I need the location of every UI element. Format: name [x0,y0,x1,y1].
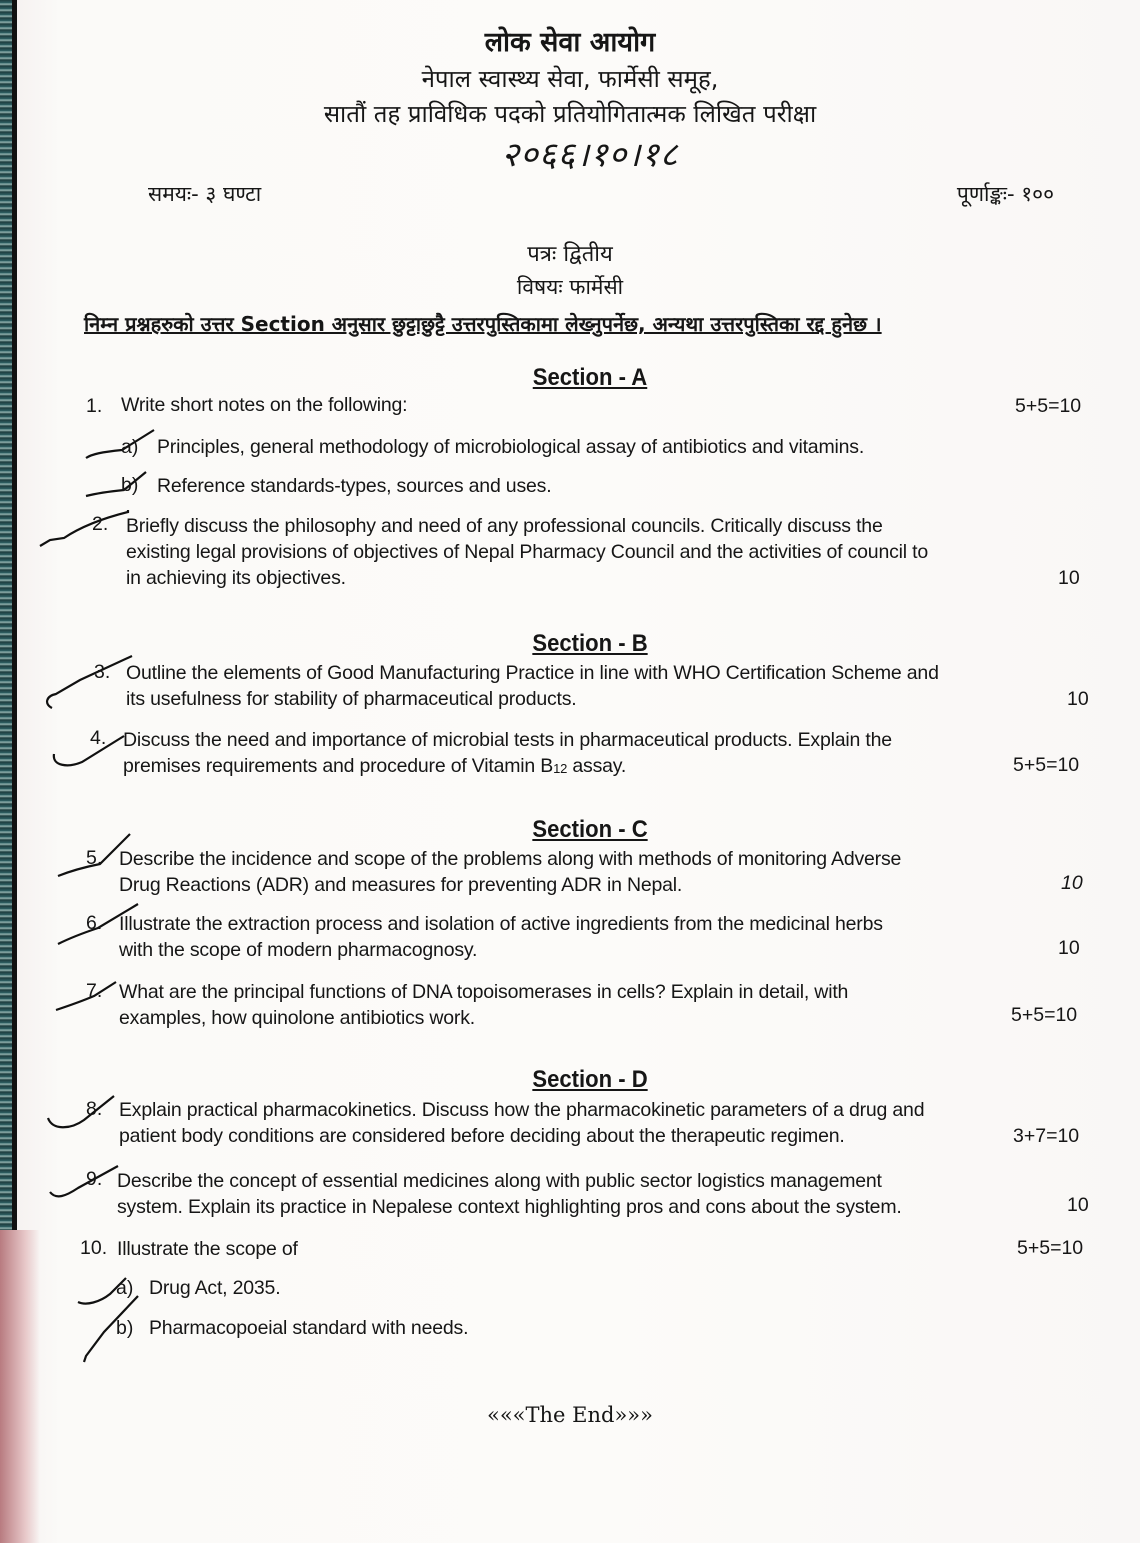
question-number: 2. [92,513,109,535]
subpart-a [157,434,864,460]
subpart-text: Principles, general methodology of microbiological assay of antibiotics and vitamins. [157,436,865,458]
time-allowed: समयः- ३ घण्टा [148,182,262,206]
question-text-line: examples, how quinolone antibiotics work. [119,1007,475,1029]
question-text-line: What are the principal functions of DNA topoisomerases in cells? Explain in detail, with [119,981,849,1003]
question-10 [117,1236,298,1262]
question-text-line: Describe the concept of essential medicines along with public sector logistics management [117,1170,882,1192]
question-text-line: Describe the incidence and scope of the problems along with methods of monitoring Adverse [119,848,902,870]
question-text-line: Outline the elements of Good Manufacturing Practice in line with WHO Certification Scheme and [126,662,939,684]
question-text-suffix: assay. [567,755,627,777]
section-a-title: Section - A [532,364,648,391]
subpart-text: Drug Act, 2035. [149,1277,281,1299]
question-number: 8. [86,1098,103,1120]
question-number: 10. [80,1237,108,1259]
question-marks: 3+7=10 [1013,1125,1080,1147]
question-marks: 10 [1058,937,1080,959]
subpart-label: a) [121,436,139,458]
question-text: Write short notes on the following: [121,394,408,416]
question-marks: 5+5=10 [1015,395,1082,417]
question-marks: 10 [1067,1194,1089,1216]
end-marker: «««The End»»» [486,1403,654,1427]
subpart-b [157,473,551,499]
page-edge-tint [0,1230,40,1543]
organization-title: लोक सेवा आयोग [484,27,656,58]
question-2 [126,513,928,591]
exam-title: सातौं तह प्राविधिक पदको प्रतियोगितात्मक लिखित परीक्षा [323,100,817,128]
question-marks: 10 [1067,688,1089,710]
subpart-label: a) [116,1277,134,1299]
question-9 [117,1168,902,1220]
subpart-b [149,1315,468,1341]
question-text-line: with the scope of modern pharmacognosy. [119,939,478,961]
question-marks: 10 [1058,567,1080,589]
question-text-line [123,753,892,782]
section-c-title: Section - C [532,816,648,843]
question-8 [119,1097,924,1149]
question-marks: 10 [1061,872,1083,894]
question-4 [123,727,892,782]
question-number: 9. [86,1168,103,1190]
full-marks: पूर्णाङ्कः- १०० [956,182,1054,206]
section-d-title: Section - D [532,1066,648,1093]
question-text-line: Illustrate the extraction process and isolation of active ingredients from the medicinal herbs [119,913,883,935]
question-text-line: existing legal provisions of objectives of Nepal Pharmacy Council and the activities of council to [126,541,928,563]
question-marks: 5+5=10 [1013,754,1080,776]
instruction-line: निम्न प्रश्नहरुको उत्तर Section अनुसार छुट्टाछुट्टै उत्तरपुस्तिकामा लेख्नुपर्नेछ, अन्यथा उत्तरपुस्तिका रद्द हुनेछ । [84,312,882,336]
question-3 [126,660,939,712]
subject: विषयः फार्मेसी [516,275,624,299]
question-number: 6. [86,912,103,934]
question-1 [121,392,407,418]
question-text-line: system. Explain its practice in Nepalese context highlighting pros and cons about the system. [117,1196,902,1218]
question-marks: 5+5=10 [1011,1004,1078,1026]
subpart-label: b) [116,1317,134,1339]
question-number: 3. [94,661,111,683]
subpart-label: b) [121,474,139,496]
handwritten-date: २०६६।१०।१८ [501,135,679,175]
subpart-a [149,1275,280,1301]
question-text-line: Briefly discuss the philosophy and need of any professional councils. Critically discuss the [126,515,883,537]
checkmark-icon [74,1292,154,1377]
question-number: 7. [86,980,103,1002]
vitamin-subscript: 12 [553,761,568,776]
service-group: नेपाल स्वास्थ्य सेवा, फार्मेसी समूह, [421,65,719,93]
question-text-line: Explain practical pharmacokinetics. Discuss how the pharmacokinetic parameters of a drug and [119,1099,925,1121]
question-text-line: its usefulness for stability of pharmaceutical products. [126,688,577,710]
section-b-title: Section - B [532,630,648,657]
subpart-text: Pharmacopoeial standard with needs. [149,1317,469,1339]
subpart-text: Reference standards-types, sources and uses. [157,475,552,497]
paper-number: पत्रः द्वितीय [527,242,613,267]
question-text: Illustrate the scope of [117,1238,298,1260]
question-5 [119,846,901,898]
question-number: 4. [90,727,107,749]
question-6 [119,911,883,963]
question-text-line: patient body conditions are considered before deciding about the therapeutic regimen. [119,1125,845,1147]
question-text-prefix: premises requirements and procedure of Vitamin B [123,755,554,777]
question-text-line: Drug Reactions (ADR) and measures for preventing ADR in Nepal. [119,874,683,896]
question-text-line: in achieving its objectives. [126,567,346,589]
question-text-line: Discuss the need and importance of microbial tests in pharmaceutical products. Explain the [123,729,892,751]
question-7 [119,979,848,1031]
question-marks: 5+5=10 [1017,1237,1084,1259]
question-number: 5. [86,847,103,869]
question-number: 1. [86,395,103,417]
